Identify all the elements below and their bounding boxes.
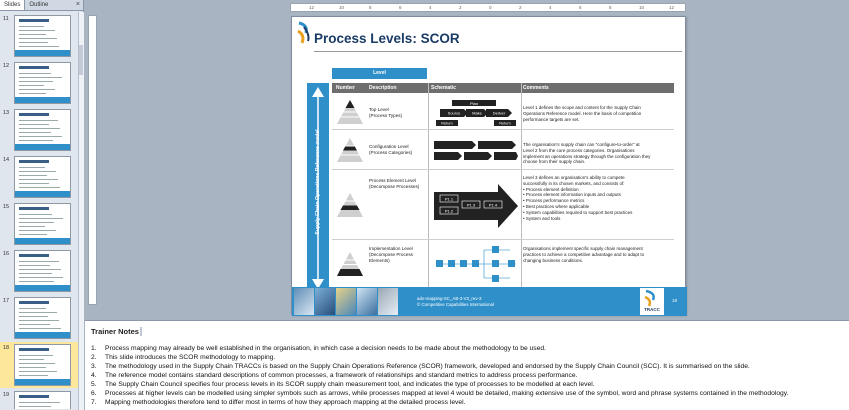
footer-photo — [336, 288, 356, 315]
ruler-tick: 12 — [309, 5, 315, 10]
notes-list — [91, 344, 788, 407]
slide-number: 18 — [3, 345, 10, 351]
ruler-tick: 10 — [339, 5, 345, 10]
title-divider — [314, 51, 682, 52]
slide-thumbnail[interactable] — [0, 389, 83, 409]
note-text: Process mapping may already be well established in the organisation, in which case a decision needs to be made about the methodology to be used. — [105, 345, 546, 352]
slide-number: 12 — [3, 63, 10, 69]
table-row — [332, 93, 674, 130]
notes-pane[interactable] — [85, 320, 849, 410]
note-item — [91, 380, 788, 389]
slide-number: 11 — [3, 16, 9, 22]
row-description: Implementation Level (Decompose Process Elements) — [369, 246, 413, 263]
row-comment: Level 3 defines an organisation's ability to compete successfully in its chosen markets, and consists of: • Process element definition • Process element information inputs and outputs • Process performance metrics • Best practices where applicable • System capabilities required to support best practices • System and tools — [523, 175, 633, 221]
ruler-tick: 6 — [399, 5, 402, 10]
configuration-arrows-schematic — [432, 138, 520, 164]
note-text: This slide introduces the SCOR methodology to mapping. — [105, 354, 276, 361]
slide-preview — [14, 344, 71, 386]
ruler-tick: 4 — [549, 5, 552, 10]
svg-text:Source: Source — [447, 110, 461, 116]
panel-tabs — [0, 0, 83, 11]
slide-thumbnail[interactable] — [0, 248, 83, 294]
col-comments: Comments — [523, 85, 549, 91]
svg-text:P1.4: P1.4 — [488, 202, 498, 208]
col-number: Number — [336, 85, 355, 91]
note-number: 2. — [91, 354, 97, 361]
ruler-tick: 10 — [639, 5, 645, 10]
note-text: Mapping methodologies therefore tend to differ most in terms of how they approach mapping at the detailed process level. — [105, 399, 466, 406]
tab-slides[interactable]: Slides — [0, 0, 25, 10]
tracc-logo-icon — [296, 21, 312, 45]
footer-text: adv-mapping-SC_AB-3-V3_rev-3 © Competitive Capabilities International — [417, 296, 494, 307]
ruler-tick: 2 — [459, 5, 462, 10]
slide-preview — [14, 250, 71, 292]
svg-text:Plan: Plan — [469, 101, 479, 106]
footer-photo — [315, 288, 335, 315]
note-number: 3. — [91, 363, 97, 370]
ruler-tick: 2 — [519, 5, 522, 10]
slide-page-number: 18 — [672, 298, 678, 303]
slide-number: 17 — [3, 298, 10, 304]
slide-thumbnail[interactable] — [0, 154, 83, 200]
scor-sidebar-arrow — [307, 83, 329, 293]
sidebar-label: Supply Chain Operations Reference model — [315, 129, 321, 235]
slide-number: 13 — [3, 110, 10, 116]
svg-text:Return: Return — [441, 121, 453, 126]
note-number: 5. — [91, 381, 97, 388]
row-description: Process Element Level (Decompose Processes) — [369, 178, 420, 189]
note-number: 6. — [91, 390, 97, 397]
slide-preview — [14, 15, 71, 57]
slide-preview — [14, 109, 71, 151]
text-cursor — [140, 327, 142, 336]
footer-photo — [294, 288, 314, 315]
tracc-logo-icon — [640, 288, 664, 308]
row-description: Top Level (Process Types) — [369, 107, 403, 118]
slide-preview — [14, 203, 71, 245]
slide-preview — [14, 297, 71, 339]
table-row — [332, 170, 674, 240]
level-header: Level — [332, 68, 427, 79]
slide-thumbnail[interactable] — [0, 107, 83, 153]
slide-thumbnail[interactable] — [0, 342, 83, 388]
ruler-tick: 6 — [579, 5, 582, 10]
notes-title: Trainer Notes — [91, 327, 139, 336]
process-element-arrow-schematic — [434, 184, 518, 228]
svg-text:Make: Make — [472, 110, 482, 116]
pyramid-level-3-icon — [336, 192, 364, 218]
implementation-flow-schematic — [432, 242, 520, 286]
table-header — [332, 83, 674, 93]
slide-thumbnail[interactable] — [0, 60, 83, 106]
ruler-tick: 12 — [669, 5, 675, 10]
slide-thumbnail[interactable] — [0, 13, 83, 59]
slide-preview — [14, 156, 71, 198]
svg-text:Deliver: Deliver — [492, 110, 506, 116]
note-text: The reference model contains standard descriptions of common processes, a framework of relationships and standard metrics to address process performance. — [105, 372, 578, 379]
slide-preview — [14, 62, 71, 104]
svg-text:P1.2: P1.2 — [444, 208, 454, 214]
slide-number: 19 — [3, 392, 10, 398]
slide-number: 16 — [3, 251, 10, 257]
pyramid-level-1-icon — [336, 99, 364, 125]
thumbnail-list — [0, 11, 83, 409]
close-panel-icon[interactable]: × — [75, 1, 80, 8]
note-item — [91, 389, 788, 398]
plan-source-make-deliver-schematic — [432, 99, 520, 127]
slide-thumbnail[interactable] — [0, 295, 83, 341]
note-number: 7. — [91, 399, 97, 406]
scrollbar-thumb[interactable] — [79, 45, 83, 75]
vertical-ruler — [88, 15, 97, 305]
note-item — [91, 353, 788, 362]
footer-photo — [357, 288, 377, 315]
note-text: The Supply Chain Council specifies four process levels in its SCOR supply chain measurement tool, and indicates the type of processes to be modelled at each level. — [105, 381, 595, 388]
horizontal-ruler — [290, 3, 686, 12]
footer-photo — [378, 288, 398, 315]
svg-text:Return: Return — [499, 121, 511, 126]
table-row — [332, 240, 674, 288]
col-schematic: Schematic — [431, 85, 457, 91]
pyramid-level-4-icon — [336, 251, 364, 277]
ruler-tick: 8 — [609, 5, 612, 10]
ruler-tick: 8 — [369, 5, 372, 10]
note-text: The methodology used in the Supply Chain TRACCs is based on the Supply Chain Operations Reference (SCOR) framework, developed and endorsed by the Supply Chain Council (SCC). It is summarised on the slide. — [105, 363, 750, 370]
slide-thumbnail[interactable] — [0, 201, 83, 247]
slide-preview — [14, 391, 71, 409]
row-comment: Level 1 defines the scope and content for the Supply Chain Operations Reference model. Here the basis of competition performance targets are set. — [523, 105, 642, 122]
row-comment: The organisation's supply chain can "configure-to-order" at Level 2 from the core process categories. Organisations implement an operations strategy through the configuration they choose from their supply chain. — [523, 142, 651, 165]
ruler-tick: 0 — [489, 5, 492, 10]
tab-outline[interactable]: Outline — [29, 2, 49, 8]
slide-number: 14 — [3, 157, 10, 163]
footer-logo-text: TRACC — [644, 307, 660, 312]
row-description: Configuration Level (Process Categories) — [369, 144, 413, 155]
footer-logo — [640, 288, 664, 315]
note-number: 1. — [91, 345, 97, 352]
note-text: Processes at higher levels can be modelled using simpler symbols such as arrows, while processes mapped at level 4 would be detailed, making extensive use of the symbol, word and phrase systems contained in the methodology. — [105, 390, 789, 397]
note-item — [91, 344, 788, 353]
slide-number: 15 — [3, 204, 10, 210]
note-item — [91, 362, 788, 371]
svg-text:P1.3: P1.3 — [466, 202, 476, 208]
pyramid-level-2-icon — [336, 137, 364, 163]
slide-footer — [292, 287, 687, 316]
slide-title: Process Levels: SCOR — [314, 31, 460, 46]
col-description: Description — [369, 85, 397, 91]
svg-text:P1.1: P1.1 — [444, 196, 454, 202]
ruler-tick: 4 — [429, 5, 432, 10]
note-item — [91, 371, 788, 380]
slides-panel — [0, 0, 84, 410]
row-comment: Organisations implement specific supply chain management practices to achieve a competitive advantage and to adapt to changing business conditions. — [523, 246, 645, 263]
note-item — [91, 398, 788, 407]
table-row — [332, 130, 674, 170]
slide-canvas[interactable] — [291, 16, 686, 315]
note-number: 4. — [91, 372, 97, 379]
